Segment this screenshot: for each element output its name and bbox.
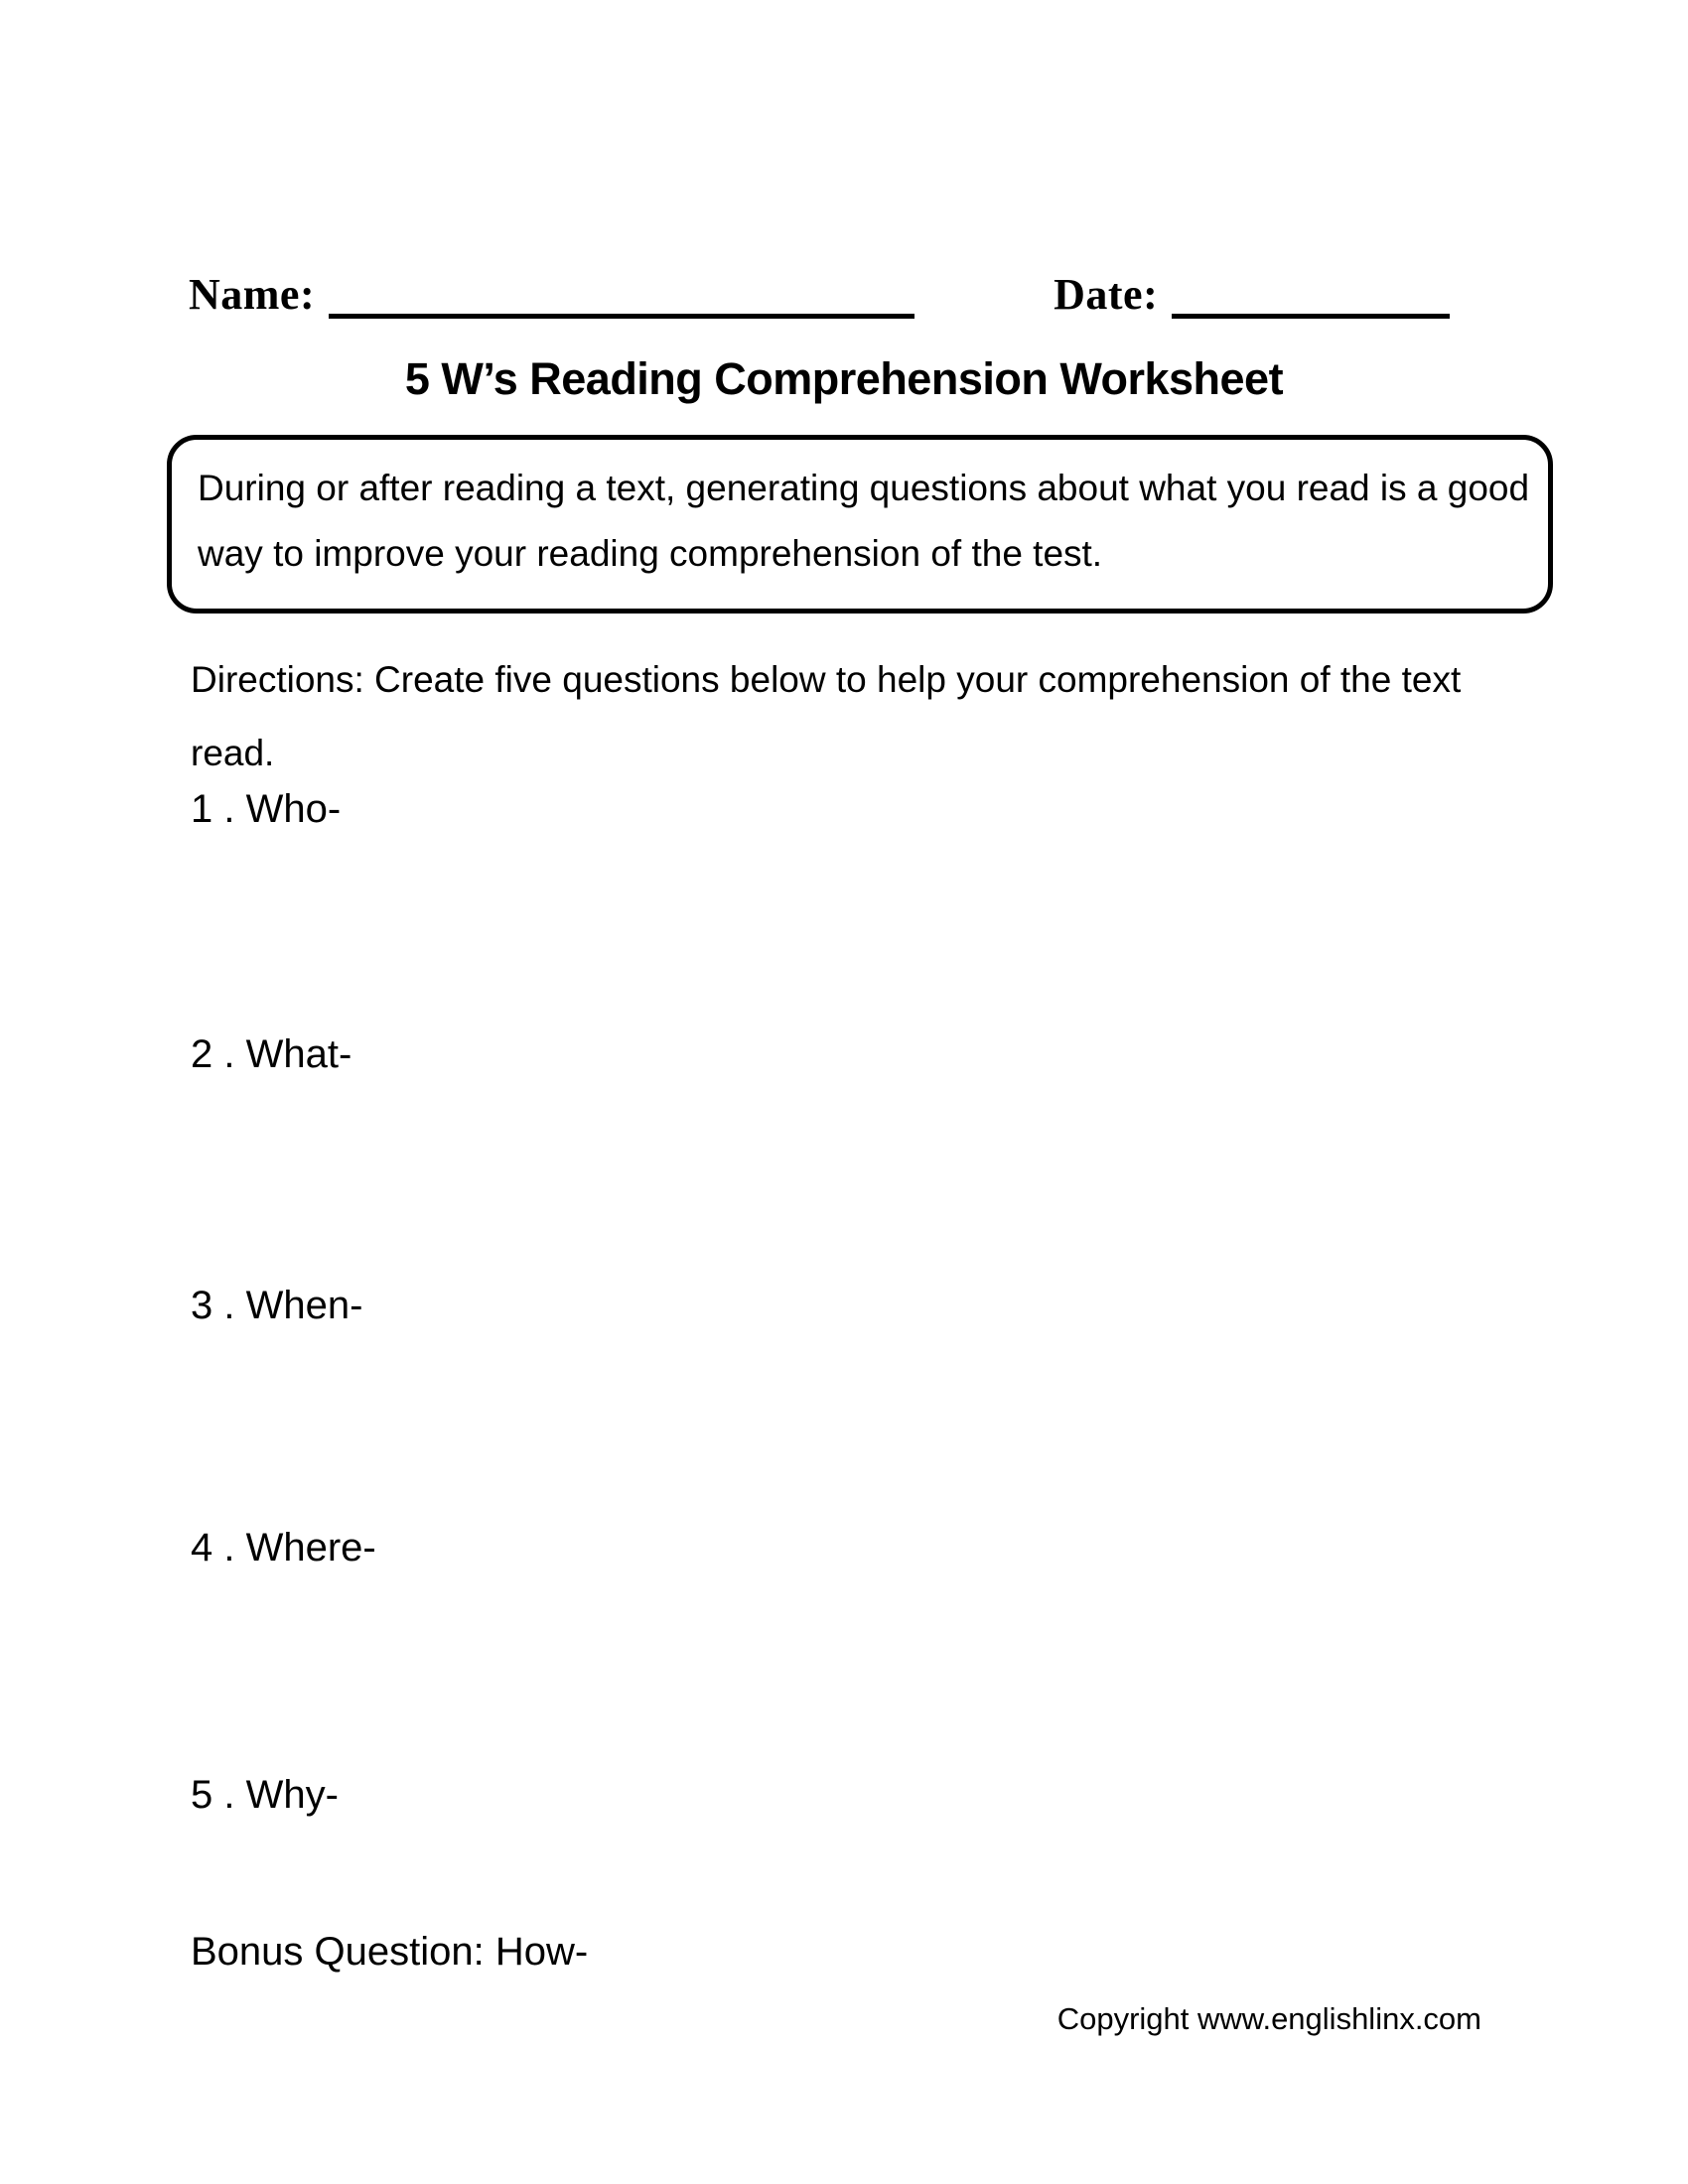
question-item-when: 3 . When- [191, 1284, 363, 1327]
name-field-group [189, 270, 914, 319]
date-label: Date: [1054, 269, 1159, 319]
question-item-where: 4 . Where- [191, 1526, 376, 1570]
info-box [167, 435, 1553, 614]
question-item-why: 5 . Why- [191, 1773, 339, 1817]
header-row [189, 270, 1509, 319]
name-label: Name: [189, 269, 316, 319]
date-field-group [1054, 270, 1450, 319]
date-blank-line [1172, 270, 1450, 319]
directions-line-1: Directions: Create five questions below to help your comprehension of the text [191, 659, 1462, 700]
info-box-line-2: way to improve your reading comprehension of the test. [198, 533, 1103, 574]
bonus-question-label: Bonus Question: How- [191, 1930, 589, 1974]
name-blank-line [329, 270, 914, 319]
directions-line-2: read. [191, 733, 275, 773]
info-box-line-1: During or after reading a text, generating questions about what you read is a good [198, 468, 1530, 508]
page-title: 5 W’s Reading Comprehension Worksheet [404, 353, 1284, 404]
question-item-what: 2 . What- [191, 1032, 352, 1076]
question-item-who: 1 . Who- [191, 787, 342, 831]
copyright-text: Copyright www.englishlinx.com [1056, 2001, 1481, 2036]
directions-text [191, 643, 1501, 790]
